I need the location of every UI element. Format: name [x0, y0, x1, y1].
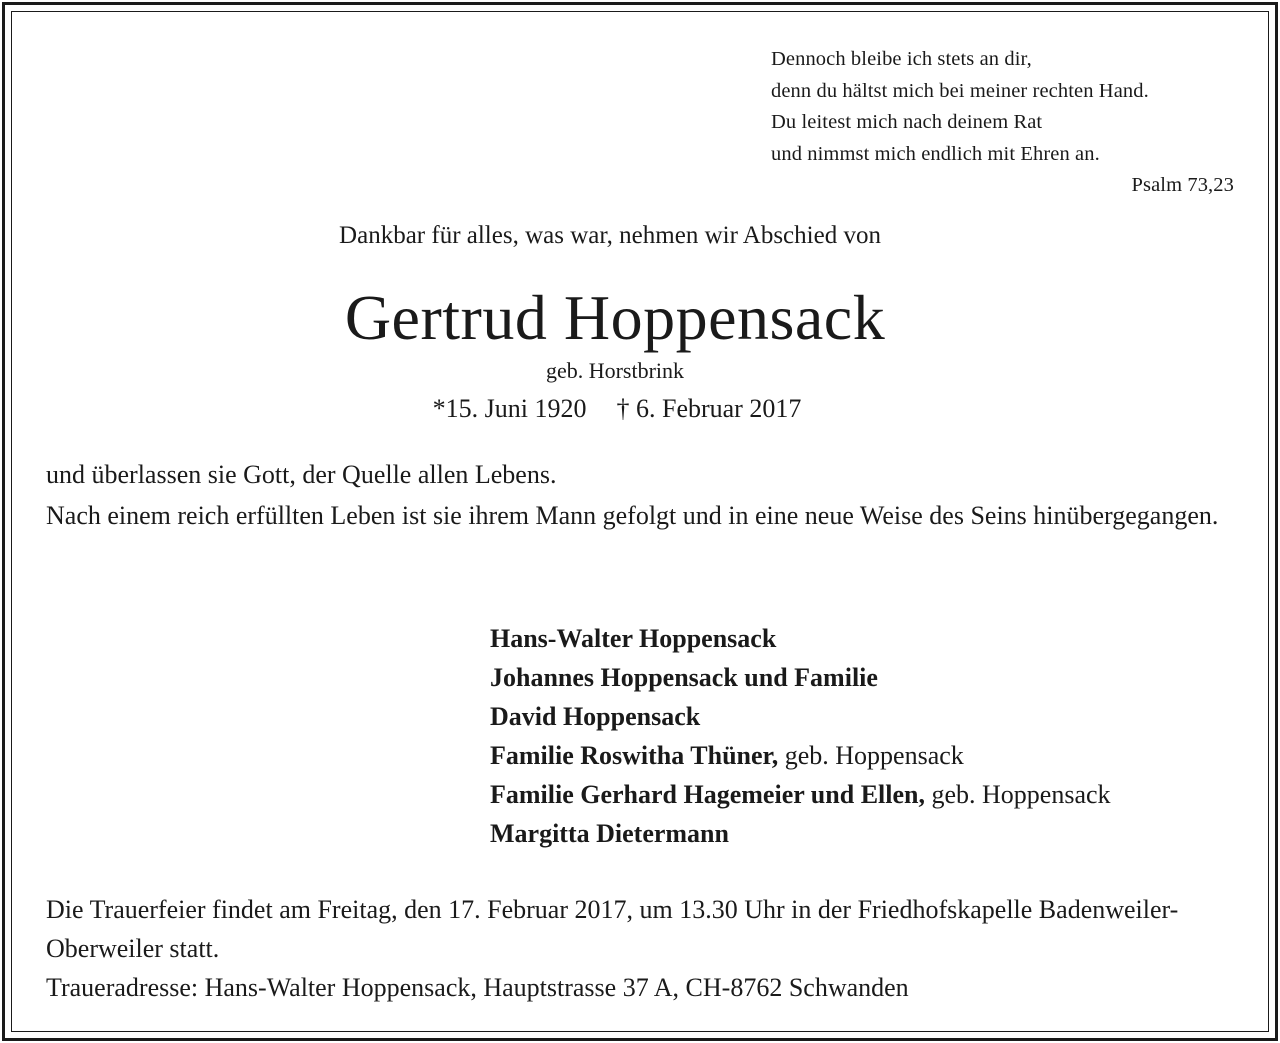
- birth-name: geb. Horstbrink: [545, 358, 685, 383]
- service-info: [46, 890, 1234, 1007]
- notice-content: [46, 0, 1234, 1043]
- mourner-entry: [490, 658, 1234, 697]
- mourners-list: [490, 619, 1234, 853]
- verse-line: und nimmst mich endlich mit Ehren an.: [771, 142, 1100, 165]
- mourner-entry: [490, 736, 1234, 775]
- mourner-entry: [490, 814, 1234, 853]
- birth-date: *15. Juni 1920: [432, 394, 587, 423]
- body-paragraph: und überlassen sie Gott, der Quelle allen Lebens.: [46, 460, 557, 489]
- mourner-name: Margitta Dietermann: [490, 819, 729, 848]
- verse-line: Dennoch bleibe ich stets an dir,: [771, 48, 1032, 70]
- mourner-entry: [490, 697, 1234, 736]
- verse-line: Du leitest mich nach deinem Rat: [771, 111, 1043, 133]
- deceased-name: Gertrud Hoppensack: [344, 282, 886, 353]
- mourner-suffix: geb. Hoppensack: [778, 741, 964, 770]
- mourner-name: David Hoppensack: [490, 702, 701, 731]
- verse-line: denn du hältst mich bei meiner rechten Hand.: [771, 79, 1149, 102]
- intro-text: Dankbar für alles, was war, nehmen wir Abschied von: [339, 222, 881, 249]
- mourning-address: Traueradresse: Hans-Walter Hoppensack, Hauptstrasse 37 A, CH-8762 Schwanden: [46, 973, 909, 1002]
- life-dates: [46, 392, 1234, 426]
- mourner-name: Familie Gerhard Hagemeier und Ellen,: [490, 780, 925, 809]
- mourner-entry: [490, 619, 1234, 658]
- ceremony-details: Die Trauerfeier findet am Freitag, den 17. Februar 2017, um 13.30 Uhr in der Friedhofskapelle Badenweiler-Oberweiler statt.: [46, 895, 1179, 963]
- mourner-name: Johannes Hoppensack und Familie: [490, 663, 878, 692]
- verse-source: Psalm 73,23: [1131, 174, 1234, 196]
- mourner-suffix: geb. Hoppensack: [924, 780, 1111, 809]
- mourner-entry: [490, 775, 1234, 814]
- mourner-name: Hans-Walter Hoppensack: [490, 624, 777, 653]
- body-text: [46, 455, 1234, 536]
- death-date: † 6. Februar 2017: [616, 394, 802, 423]
- body-paragraph: Nach einem reich erfüllten Leben ist sie ihrem Mann gefolgt und in eine neue Weise des Seins hinübergegangen.: [46, 500, 1219, 530]
- mourner-name: Familie Roswitha Thüner,: [490, 741, 779, 770]
- psalm-verse: [771, 44, 1234, 202]
